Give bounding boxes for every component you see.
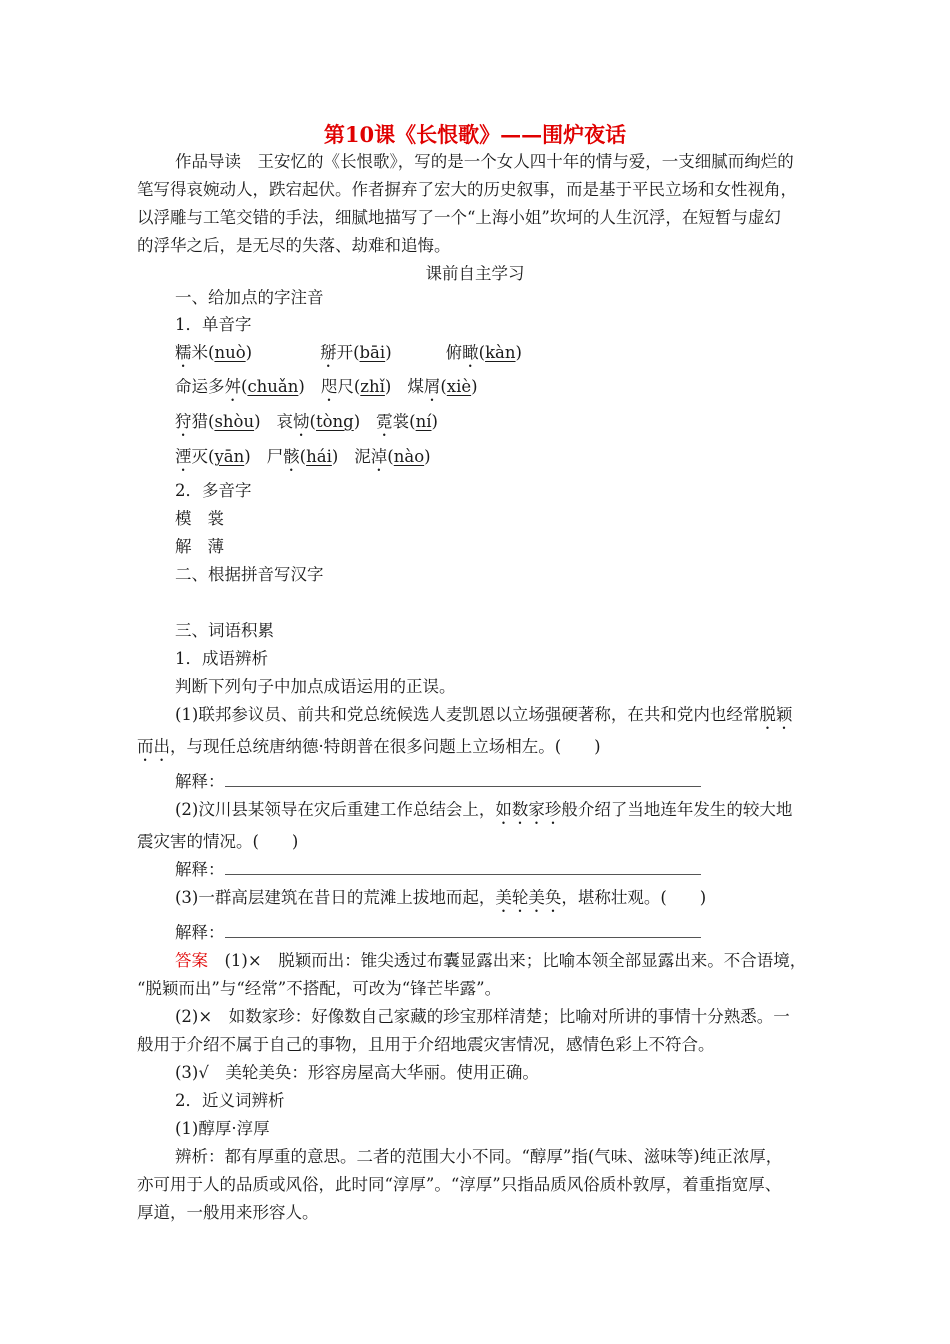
analysis-line-1: 辨析：都有厚重的意思。二者的范围大小不同。“醇厚”指(气味、滋味等)纯正浓厚，	[175, 1147, 783, 1166]
s1-sub2: 2．多音字	[175, 481, 252, 500]
explain-blank-1	[225, 772, 701, 787]
intro-line-4: 的浮华之后，是无尽的失落、劫难和追悔。	[137, 236, 451, 255]
s3-sub2: 2．近义词辨析	[175, 1091, 285, 1110]
pinyin-item: 湮灭(yān)	[175, 447, 251, 466]
intro-line-3: 以浮雕与工笔交错的手法，细腻地描写了一个“上海小姐”坎坷的人生沉浮，在短暂与虚幻	[137, 208, 781, 227]
polyphone-row-2: 解 薄	[175, 537, 224, 556]
polyphone-row-1: 模 裳	[175, 509, 224, 528]
question-2-line-1: (2)汶川县某领导在灾后重建工作总结会上，如数家珍般介绍了当地连年发生的较大地	[175, 800, 793, 819]
intro-line-1: 作品导读 王安忆的《长恨歌》，写的是一个女人四十年的情与爱，一支细腻而绚烂的	[175, 152, 794, 171]
analysis-line-2: 亦可用于人的品质或风俗，此时同“淳厚”。“淳厚”只指品质风俗质朴敦厚，着重指宽厚、	[137, 1175, 782, 1194]
lesson-title: 第10课《长恨歌》——围炉夜话	[323, 122, 627, 147]
pinyin-item: 狩猎(shòu)	[175, 412, 261, 431]
s3-heading: 三、词语积累	[175, 621, 274, 640]
answer-line-4: 般用于介绍不属于自己的事物，且用于介绍地震灾害情况，感情色彩上不符合。	[137, 1035, 715, 1054]
question-1-line-2: 而出，与现任总统唐纳德·特朗普在很多问题上立场相左。( )	[137, 737, 601, 756]
s3-sub1: 1．成语辨析	[175, 649, 268, 668]
answer-line-3: (2)× 如数家珍：好像数自己家藏的珍宝那样清楚；比喻对所讲的事情十分熟悉。一	[175, 1007, 790, 1026]
question-1-line-1: (1)联邦参议员、前共和党总统候选人麦凯恩以立场强硬著称，在共和党内也经常脱颖	[175, 705, 793, 724]
pinyin-row-3	[175, 410, 438, 440]
pinyin-item: 尸骸(hái)	[266, 447, 339, 466]
explain-line-3: 解释：	[175, 921, 701, 945]
answer-line-5: (3)√ 美轮美奂：形容房屋高大华丽。使用正确。	[175, 1063, 539, 1082]
analysis-line-3: 厚道，一般用来形容人。	[137, 1203, 319, 1222]
pinyin-item: 俯瞰(kàn)	[445, 343, 522, 362]
s1-heading: 一、给加点的字注音	[175, 288, 324, 307]
answer-line-1: 答案 (1)× 脱颖而出：锥尖透过布囊显露出来；比喻本领全部显露出来。不合语境，	[175, 951, 807, 970]
pinyin-item: 泥淖(nào)	[354, 447, 431, 466]
answer-label: 答案	[175, 951, 208, 970]
answer-line-2: “脱颖而出”与“经常”不搭配，可改为“锋芒毕露”。	[137, 979, 502, 998]
pinyin-item: 糯米(nuò)	[175, 343, 253, 362]
word-pair-1: (1)醇厚·淳厚	[175, 1119, 270, 1138]
pinyin-item: 霓裳(ní)	[376, 412, 438, 431]
intro-line-2: 笔写得哀婉动人，跌宕起伏。作者摒弃了宏大的历史叙事，而是基于平民立场和女性视角，	[137, 180, 797, 199]
question-2-line-2: 震灾害的情况。( )	[137, 832, 299, 851]
s2-heading: 二、根据拼音写汉字	[175, 565, 324, 584]
explain-blank-3	[225, 923, 701, 938]
s1-sub1: 1．单音字	[175, 315, 252, 334]
pinyin-row-1	[175, 341, 522, 371]
explain-blank-2	[225, 860, 701, 875]
pinyin-item: 掰开(bāi)	[320, 343, 392, 362]
pinyin-item: 煤屑(xiè)	[407, 377, 478, 396]
pinyin-item: 哀恸(tòng)	[276, 412, 361, 431]
explain-line-2: 解释：	[175, 858, 701, 882]
question-3-line-1: (3)一群高层建筑在昔日的荒滩上拔地而起，美轮美奂，堪称壮观。( )	[175, 888, 707, 907]
pinyin-item: 咫尺(zhǐ)	[320, 377, 392, 396]
pinyin-row-4	[175, 445, 431, 475]
instruction: 判断下列句子中加点成语运用的正误。	[175, 677, 456, 696]
pinyin-row-2	[175, 375, 478, 405]
pinyin-item: 命运多舛(chuǎn)	[175, 377, 305, 396]
explain-line-1: 解释：	[175, 770, 701, 794]
section-heading: 课前自主学习	[425, 264, 525, 283]
